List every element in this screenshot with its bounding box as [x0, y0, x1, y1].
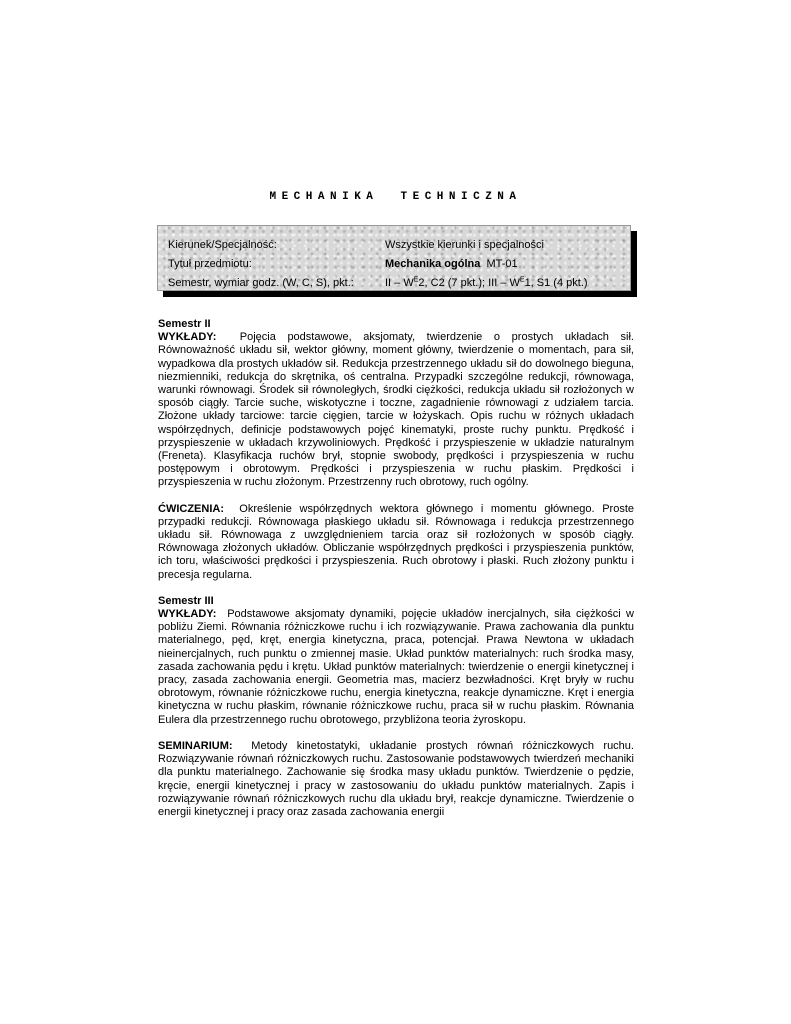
seminar-text: Metody kinetostatyki, układanie prostych równań różniczkowych ruchu. Rozwiązywanie równań różniczkowych ruchu. Zastosowanie podstawowych twierdzeń mechaniki dla punktu materialnego. Zachowanie się środka masy układu punktów. Twierdzenie o pędzie, kręcie, energii kinetycznej i pracy w zastosowaniu do układu punktów materialnych. Zapis i rozwiązywanie równań różniczkowych ruchu dla układu brył, reakcje dynamiczne. Twierdzenie o energii kinetycznej i pracy oraz zasada zachowania energii — [158, 739, 634, 818]
lectures-text: Podstawowe aksjomaty dynamiki, pojęcie układów inercjalnych, siła ciężkości w pobliżu Ziemi. Równania różniczkowe ruchu i ich rozwiązywanie. Prawa zachowania dla punktu materialnego, pęd, kręt, energia kinetyczna, praca, potencjał. Prawa Newtona w układach nieinercjalnych, ruch punktu o zmiennej masie. Układ punktów materialnych: ruch środka masy, zasada zachowania pędu i krętu. Układ punktów materialnych: twierdzenie o energii kinetycznej i pracy, zasada zachowania energii. Geometria mas, macierz bezwładności. Kręt bryły w ruchu obrotowym, równanie różniczkowe ruchu, energia kinetyczna, reakcje dynamiczne. Kręt i energia kinetyczna w ruchu płaskim, równanie różniczkowe ruchu, praca sił w ruchu płaskim. Równania Eulera dla przestrzennego ruchu obrotowego, przybliżona teoria żyroskopu. — [158, 608, 634, 726]
exercises-heading: ĆWICZENIA: — [158, 502, 224, 515]
semester-2-exercises — [158, 503, 634, 582]
semester-part-a: II – W — [385, 277, 414, 289]
field-label-direction: Kierunek/Specjalność: — [168, 239, 277, 251]
field-label-subject: Tytuł przedmiotu: — [168, 258, 252, 270]
spacer — [158, 727, 634, 740]
subject-name: Mechanika ogólna — [385, 258, 481, 270]
semester-3-seminar — [158, 740, 634, 819]
semester-2-lectures — [158, 331, 634, 489]
spacer — [158, 582, 634, 595]
semester-sup-2: E — [519, 276, 525, 284]
lectures-text: Pojęcia podstawowe, aksjomaty, twierdzenie o prostych układach sił. Równoważność układu sił, wektor główny, moment główny, twierdzenie o momentach, para sił, wypadkowa dla prostych układów sił. Redukcja przestrzennego układu sił do dowolnego bieguna, niezmienniki, redukcja do skrętnika, oś centralna. Przypadki szczególne redukcji, równowaga, warunki równowagi. Środek sił równoległych, środki ciężkości, redukcja układu sił rozłożonych w sposób ciągły. Tarcie suche, wiskotyczne i toczne, zagadnienie równowagi z udziałem tarcia. Złożone układy tarciowe: tarcie cięgien, tarcie w łożyskach. Opis ruchu w różnych układach współrzędnych, definicje podstawowych pojęć kinematyki, proste ruchy punktu. Prędkość i przyspieszenie w układach krzywoliniowych. Prędkość i przyspieszenie w układzie naturalnym (Freneta). Klasyfikacja ruchów brył, stopnie swobody, prędkości i przyspieszenia w ruchu postępowym i obrotowym. Prędkości i przyspieszenia w ruchu płaskim. Prędkości i przyspieszenia w ruchu złożonym. Przestrzenny ruch obrotowy, ruch ogólny. — [158, 331, 634, 489]
semester-2-heading: Semestr II — [158, 318, 211, 330]
semester-part-b: 2, C2 (7 pkt.); III – W — [418, 277, 520, 289]
subject-code: MT-01 — [486, 258, 518, 270]
semester-3-heading: Semestr III — [158, 594, 214, 607]
field-value-direction: Wszystkie kierunki i specjalności — [385, 239, 544, 251]
semester-3-lectures — [158, 608, 634, 727]
course-info-box — [157, 225, 631, 291]
exercises-text: Określenie współrzędnych wektora głównego i momentu głównego. Proste przypadki redukcji. Równowaga płaskiego układu sił. Równowaga i redukcja przestrzennego układu sił. Równowaga z uwzględnieniem tarcia oraz sił rozłożonych w sposób ciągły. Równowaga złożonych układów. Obliczanie współrzędnych prędkości i przyspieszenia punktów, ich toru, właściwości prędkości i przyspieszenia. Ruch obrotowy i płaski. Ruch złożony punktu i precesja regularna. — [158, 502, 634, 581]
field-value-semester — [385, 275, 588, 291]
field-value-subject — [385, 256, 518, 272]
document-title: MECHANIKA TECHNICZNA — [269, 191, 522, 203]
seminar-heading: SEMINARIUM: — [158, 739, 233, 752]
spacer — [158, 490, 634, 503]
semester-part-c: 1, S1 (4 pkt.) — [524, 277, 588, 289]
field-label-semester: Semestr, wymiar godz. (W, C, S), pkt.: — [168, 277, 354, 289]
semester-sup-1: E — [413, 276, 419, 284]
lectures-heading: WYKŁADY: — [158, 331, 217, 344]
lectures-heading: WYKŁADY: — [158, 608, 217, 621]
course-content — [158, 318, 634, 819]
